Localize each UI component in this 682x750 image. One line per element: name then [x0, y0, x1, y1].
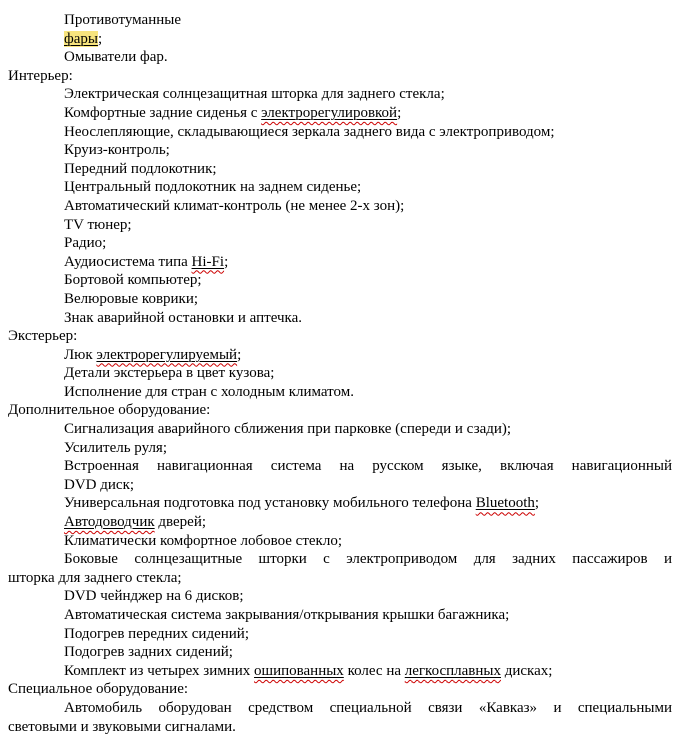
text-run: Знак аварийной остановки и аптечка.: [64, 309, 303, 326]
text-run: Экстерьер:: [8, 328, 78, 345]
feature-line: [8, 30, 672, 49]
feature-line: [8, 123, 672, 142]
text-run: TV тюнер;: [64, 216, 132, 233]
text-run: Противотуманные: [64, 12, 181, 28]
text-run: ;: [224, 253, 229, 270]
feature-line: [8, 587, 672, 606]
feature-line: [8, 662, 672, 681]
text-run: Подогрев задних сидений;: [64, 644, 233, 661]
feature-line: [8, 290, 672, 309]
section-header-additional-equipment: [8, 401, 672, 420]
feature-line: [8, 197, 672, 216]
feature-line: [8, 513, 672, 532]
text-run: Радио;: [64, 235, 107, 252]
text-run: Люк: [64, 346, 97, 363]
feature-line: [8, 104, 672, 123]
text-run: Электрическая солнцезащитная шторка для заднего стекла;: [64, 86, 445, 103]
feature-line: [8, 85, 672, 104]
feature-line: [8, 216, 672, 235]
text-run: Велюровые коврики;: [64, 290, 199, 307]
feature-line: [8, 606, 672, 625]
misspelled-word: Автодоводчик: [64, 514, 155, 531]
text-run: Дополнительное оборудование:: [8, 402, 211, 419]
misspelled-word: легкосплавных: [404, 662, 501, 679]
feature-line: [8, 346, 672, 365]
feature-line: [8, 439, 672, 458]
text-run: ;: [97, 30, 103, 47]
feature-line: [8, 457, 672, 476]
feature-line: [8, 271, 672, 290]
text-run: ;: [397, 104, 402, 121]
text-run: DVD диск;: [64, 476, 135, 493]
feature-line: [8, 364, 672, 383]
text-run: Аудиосистема типа: [64, 253, 192, 270]
text-run: Усилитель руля;: [64, 439, 168, 456]
text-run: Интерьер:: [8, 67, 73, 84]
text-run: Автомобиль оборудован средством специальной связи «Кавказ» и специальными: [64, 699, 672, 716]
text-run: Передний подлокотник;: [64, 160, 217, 177]
feature-line: [8, 383, 672, 402]
feature-line: [8, 699, 672, 718]
feature-line: [8, 141, 672, 160]
feature-line: [8, 494, 672, 513]
text-run: Сигнализация аварийного сближения при парковке (спереди и сзади);: [64, 421, 512, 438]
text-run: Встроенная навигационная система на русском языке, включая навигационный: [64, 458, 672, 475]
text-run: Неослепляющие, складывающиеся зеркала заднего вида с электроприводом;: [64, 123, 555, 140]
misspelled-word: Hi-Fi: [191, 253, 225, 270]
text-run: Универсальная подготовка под установку мобильного телефона: [64, 495, 476, 512]
misspelled-word: электрорегулировкой: [261, 104, 398, 121]
text-run: шторка для заднего стекла;: [8, 569, 182, 586]
text-run: Центральный подлокотник на заднем сиденье;: [64, 179, 362, 196]
text-run: Бортовой компьютер;: [64, 272, 202, 289]
misspelled-word: электрорегулируемый: [96, 346, 238, 363]
text-run: дисках;: [500, 662, 553, 679]
feature-line: [8, 11, 672, 30]
feature-line: [8, 643, 672, 662]
feature-line: [8, 550, 672, 569]
feature-line: [8, 234, 672, 253]
feature-line: [8, 253, 672, 272]
text-run: Круиз-контроль;: [64, 142, 170, 159]
text-run: световыми и звуковыми сигналами.: [8, 718, 236, 735]
section-header-interior: [8, 67, 672, 86]
text-run: ;: [534, 495, 540, 512]
highlighted-word: фары: [64, 30, 98, 47]
text-run: Автоматический климат-контроль (не менее 2-х зон);: [64, 197, 405, 214]
feature-line: [8, 420, 672, 439]
text-run: Исполнение для стран с холодным климатом.: [64, 383, 354, 400]
feature-line: [8, 532, 672, 551]
misspelled-word: ошипованных: [254, 662, 344, 679]
text-run: DVD чейнджер на 6 дисков;: [64, 588, 244, 605]
section-header-special-equipment: [8, 680, 672, 699]
feature-line: [8, 178, 672, 197]
text-run: Комплект из четырех зимних: [64, 662, 255, 679]
feature-line: [8, 160, 672, 179]
text-run: дверей;: [154, 514, 207, 531]
text-run: Детали экстерьера в цвет кузова;: [64, 365, 275, 382]
feature-line: [8, 625, 672, 644]
feature-line: [8, 48, 672, 67]
text-run: Специальное оборудование:: [8, 681, 189, 698]
text-run: Омыватели фар.: [64, 49, 168, 66]
text-run: Боковые солнцезащитные шторки с электроприводом для задних пассажиров и: [64, 551, 672, 568]
feature-line-continuation: [8, 718, 672, 737]
misspelled-word: Bluetooth: [475, 495, 535, 512]
feature-line-continuation: [8, 569, 672, 588]
text-run: Климатически комфортное лобовое стекло;: [64, 532, 342, 549]
text-run: Подогрев передних сидений;: [64, 625, 249, 642]
text-run: ;: [237, 346, 242, 363]
text-run: Комфортные задние сиденья с: [64, 104, 262, 121]
feature-line: [8, 309, 672, 328]
text-run: Автоматическая система закрывания/открывания крышки багажника;: [64, 607, 510, 623]
feature-line-continuation: [8, 476, 672, 495]
section-header-exterior: [8, 327, 672, 346]
text-run: колес на: [343, 662, 405, 679]
